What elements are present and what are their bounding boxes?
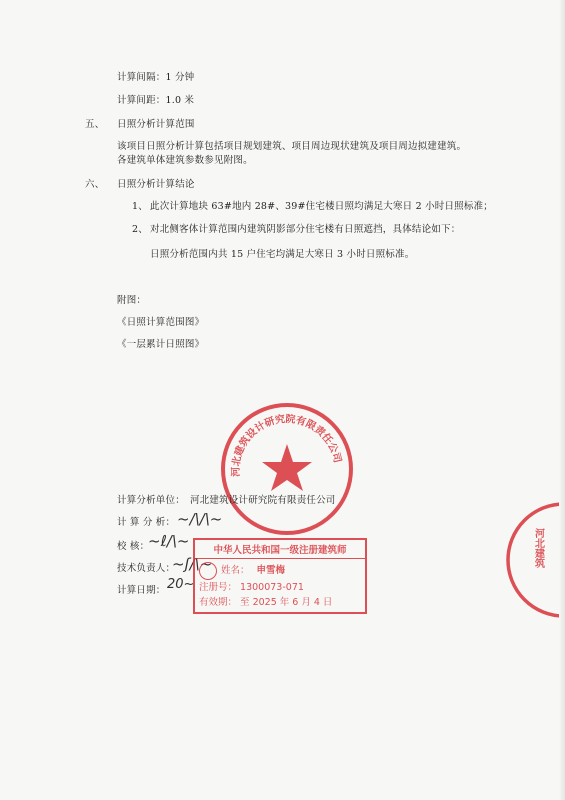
tech-lead-signature: ~ʃ/\~ [172, 555, 213, 573]
reg-number: 1300073-071 [240, 582, 304, 593]
valid-until: 至 2025 年 6 月 4 日 [240, 597, 333, 608]
analyst-label: 计 算 分 析： [117, 517, 176, 528]
conclusion-1-number: 1、 [132, 201, 148, 212]
conclusion-1-text: 此次计算地块 63#地内 28#、39#住宅楼日照均满足大寒日 2 小时日照标准； [150, 201, 493, 212]
unit-label: 计算分析单位： [117, 495, 185, 506]
tech-lead-label: 技术负责人： [117, 563, 176, 574]
attachment-item: 《日照计算范围图》 [117, 317, 205, 328]
section5-title: 日照分析计算范围 [117, 119, 195, 130]
reviewer-signature: ~ℓ/\~ [148, 532, 190, 550]
company-seal [218, 400, 356, 538]
seal-text: 河北建筑设计研究院有限责任公司 [230, 414, 343, 477]
architect-stamp-title: 中华人民共和国一级注册建筑师 [195, 540, 365, 559]
architect-stamp [193, 538, 367, 614]
reviewer-label: 校 核： [117, 541, 150, 552]
conclusion-2-text: 对北侧客体计算范围内建筑阴影部分住宅楼有日照遮挡，具体结论如下： [150, 224, 461, 235]
section5-body-line2: 各建筑单体建筑参数参见附图。 [117, 155, 253, 166]
emblem-icon [199, 562, 217, 580]
attachments-label: 附图： [117, 295, 147, 306]
architect-name: 申雪梅 [256, 565, 286, 576]
edge-seal [492, 500, 565, 620]
valid-label: 有效期： [199, 597, 238, 608]
scan-edge-shadow [559, 0, 565, 800]
reg-label: 注册号： [199, 582, 238, 593]
edge-seal-text: 河北建筑 [532, 528, 544, 568]
seal-star-icon [262, 444, 312, 491]
conclusion-2-detail: 日照分析范围内共 15 户住宅均满足大寒日 3 小时日照标准。 [150, 249, 415, 260]
section6-title: 日照分析计算结论 [117, 179, 195, 190]
attachment-item: 《一层累计日照图》 [117, 339, 205, 350]
calc-interval: 计算间隔：1 分钟 [117, 72, 195, 83]
unit-value: 河北建筑设计研究院有限责任公司 [190, 495, 336, 506]
date-handwritten: 20~ [167, 577, 195, 592]
analyst-signature: ~/\/\~ [177, 510, 223, 528]
conclusion-2-number: 2、 [132, 224, 148, 235]
section5-body-line1: 该项目日照分析计算包括项目规划建筑、项目周边现状建筑及项目周边拟建建筑。 [117, 141, 467, 152]
calc-spacing: 计算间距：1.0 米 [117, 95, 195, 106]
section5-number: 五、 [85, 119, 105, 130]
section6-number: 六、 [85, 179, 105, 190]
architect-name-label: 姓名： [221, 565, 250, 576]
date-label: 计算日期： [117, 585, 166, 596]
